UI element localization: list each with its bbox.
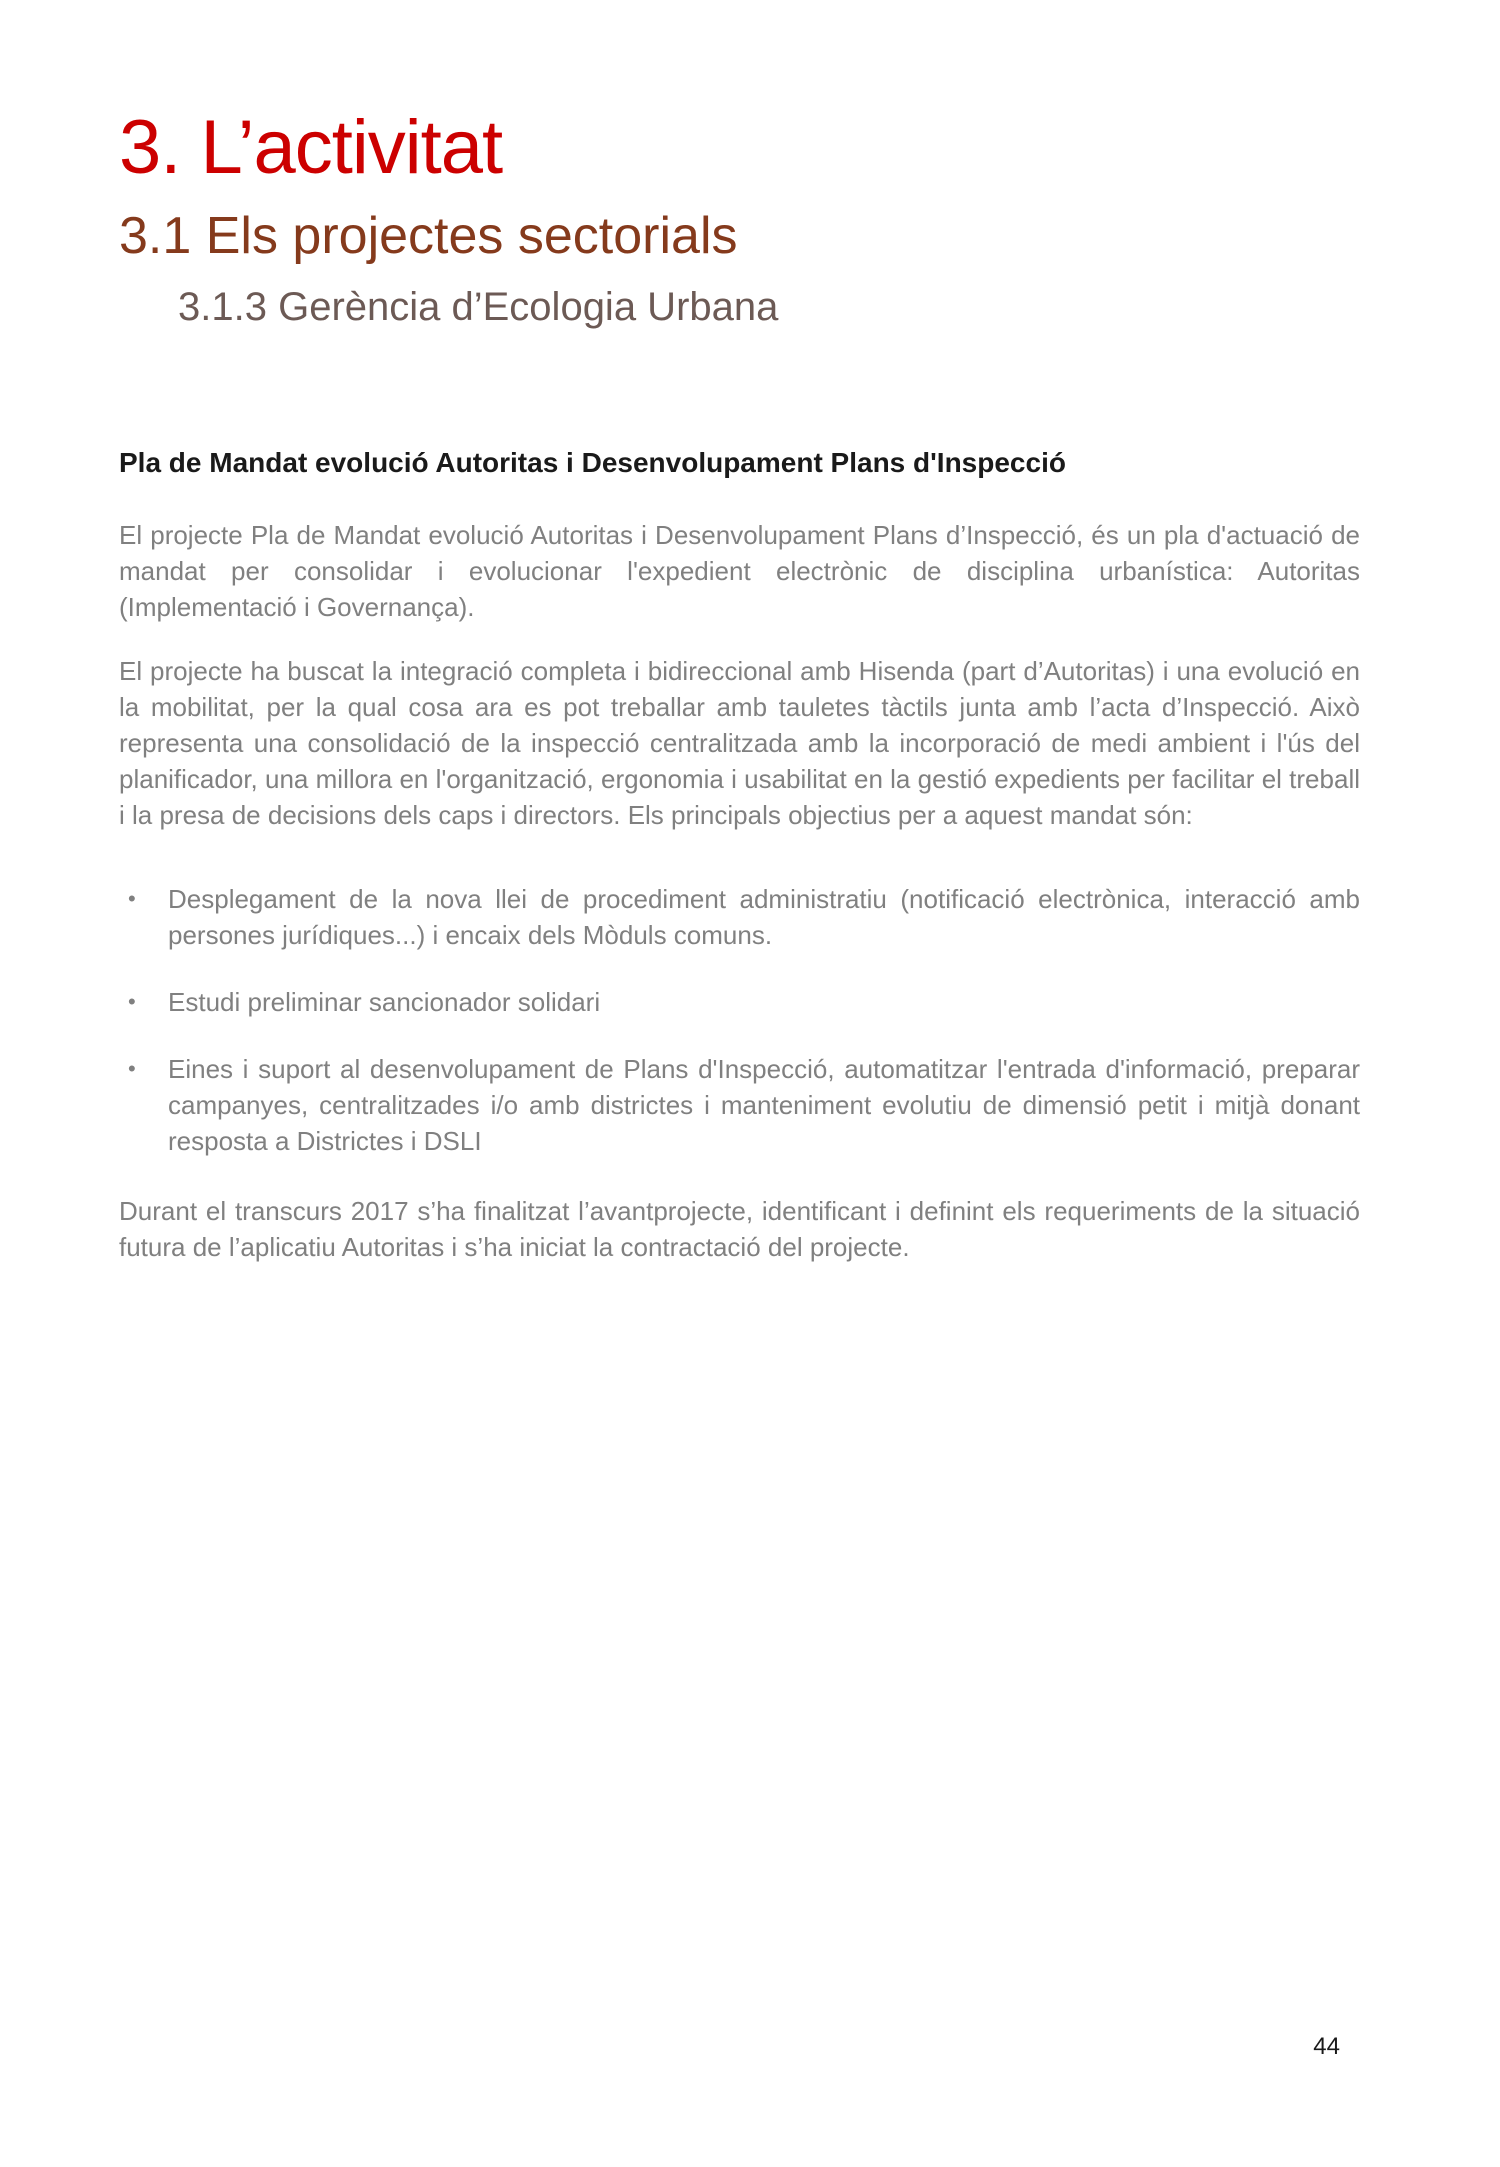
bullet-list	[119, 881, 1360, 1159]
list-item-text: Eines i suport al desenvolupament de Plans d'Inspecció, automatitzar l'entrada d'informació, preparar campanyes, centralitzades i/o amb districtes i manteniment evolutiu de dimensió petit i mitjà donant resposta a Districtes i DSLI	[168, 1054, 1360, 1157]
paragraph-1: El projecte Pla de Mandat evolució Autoritas i Desenvolupament Plans d’Inspecció, és un pla d'actuació de mandat per consolidar i evolucionar l'expedient electrònic de disciplina urbanística: Autoritas (Implementació i Governança).	[119, 520, 1360, 623]
list-item-text: Desplegament de la nova llei de procediment administratiu (notificació electrònica, interacció amb persones jurídiques...) i encaix dels Mòduls comuns.	[168, 884, 1360, 951]
article-title: Pla de Mandat evolució Autoritas i Desenvolupament Plans d'Inspecció	[119, 446, 1066, 478]
section-heading: 3.1 Els projectes sectorials	[119, 207, 738, 265]
chapter-heading: 3. L’activitat	[119, 105, 503, 190]
page-content	[119, 105, 1360, 1265]
list-item-text: Estudi preliminar sancionador solidari	[168, 987, 601, 1018]
closing-paragraph: Durant el transcurs 2017 s’ha finalitzat l’avantprojecte, identificant i definint els requeriments de la situació futura de l’aplicatiu Autoritas i s’ha iniciat la contractació del projecte.	[119, 1196, 1360, 1263]
paragraph-2: El projecte ha buscat la integració completa i bidireccional amb Hisenda (part d’Autoritas) i una evolució en la mobilitat, per la qual cosa ara es pot treballar amb tauletes tàctils junta amb l’acta d’Inspecció. Això representa una consolidació de la inspecció centralitzada amb la incorporació de medi ambient i l'ús del planificador, una millora en l'organització, ergonomia i usabilitat en la gestió expedients per facilitar el treball i la presa de decisions dels caps i directors. Els principals objectius per a aquest mandat són:	[119, 656, 1360, 831]
bullet-icon: •	[128, 989, 136, 1015]
bullet-icon: •	[128, 886, 136, 912]
subsection-heading: 3.1.3 Gerència d’Ecologia Urbana	[178, 284, 779, 329]
list-item	[119, 881, 1360, 953]
list-item	[119, 1051, 1360, 1159]
bullet-icon: •	[128, 1056, 136, 1082]
list-item	[119, 984, 1360, 1020]
page-number: 44	[1313, 2033, 1340, 2060]
